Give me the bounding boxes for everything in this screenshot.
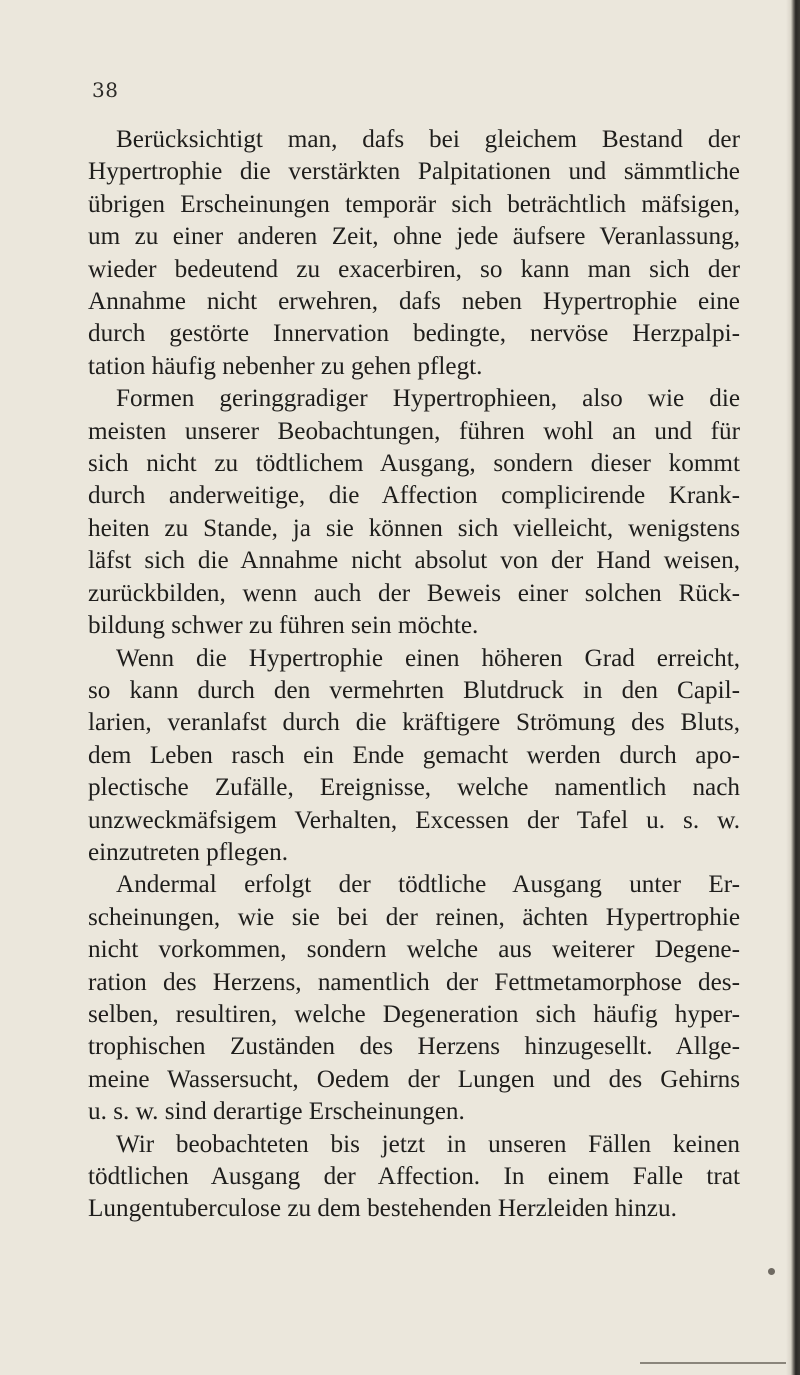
paragraph-3 bbox=[88, 643, 740, 870]
text-line: Hypertrophie die verstärkten Palpitationen und sämmtliche bbox=[88, 158, 740, 186]
paragraph-2 bbox=[88, 383, 740, 642]
body-text bbox=[88, 124, 740, 1226]
text-line: trophischen Zuständen des Herzens hinzugesellt. Allge- bbox=[88, 1033, 740, 1061]
page-edge-line bbox=[640, 1362, 790, 1364]
text-line: durch anderweitige, die Affection complicirende Krank- bbox=[88, 482, 740, 510]
text-line: meine Wassersucht, Oedem der Lungen und des Gehirns bbox=[88, 1065, 740, 1093]
text-line: scheinungen, wie sie bei der reinen, ächten Hypertrophie bbox=[88, 903, 740, 931]
text-line: sich nicht zu tödtlichem Ausgang, sondern dieser kommt bbox=[88, 450, 740, 478]
paper-speck bbox=[768, 1268, 775, 1275]
text-line: nicht vorkommen, sondern welche aus weiterer Degene- bbox=[88, 936, 740, 964]
text-line: meisten unserer Beobachtungen, führen wohl an und für bbox=[88, 417, 740, 445]
text-line: plectische Zufälle, Ereignisse, welche namentlich nach bbox=[88, 774, 740, 802]
paragraph-1 bbox=[88, 124, 740, 383]
text-line: tation häufig nebenher zu gehen pflegt. bbox=[88, 352, 483, 380]
text-line: unzweckmäfsigem Verhalten, Excessen der Tafel u. s. w. bbox=[88, 806, 740, 834]
text-line: übrigen Erscheinungen temporär sich beträchtlich mäfsigen, bbox=[88, 190, 740, 218]
text-line: Lungentuberculose zu dem bestehenden Herzleiden hinzu. bbox=[88, 1195, 677, 1223]
text-line: Formen geringgradiger Hypertrophieen, also wie die bbox=[116, 385, 740, 413]
text-line: so kann durch den vermehrten Blutdruck in den Capil- bbox=[88, 676, 740, 704]
page-number: 38 bbox=[92, 78, 119, 102]
binding-edge bbox=[786, 0, 800, 1375]
text-line: ration des Herzens, namentlich der Fettmetamorphose des- bbox=[88, 968, 740, 996]
text-line: wieder bedeutend zu exacerbiren, so kann man sich der bbox=[88, 255, 740, 283]
text-line: u. s. w. sind derartige Erscheinungen. bbox=[88, 1098, 465, 1126]
text-line: larien, veranlafst durch die kräftigere Strömung des Bluts, bbox=[88, 709, 740, 737]
text-line: bildung schwer zu führen sein möchte. bbox=[88, 612, 479, 640]
text-line: selben, resultiren, welche Degeneration sich häufig hyper- bbox=[88, 1000, 740, 1028]
text-line: Wir beobachteten bis jetzt in unseren Fällen keinen bbox=[116, 1130, 740, 1158]
text-line: tödtlichen Ausgang der Affection. In einem Falle trat bbox=[88, 1163, 740, 1190]
text-line: Wenn die Hypertrophie einen höheren Grad erreicht, bbox=[116, 644, 740, 672]
text-line: um zu einer anderen Zeit, ohne jede äufsere Veranlassung, bbox=[88, 223, 740, 251]
text-line: einzutreten pflegen. bbox=[88, 838, 288, 866]
text-line: Annahme nicht erwehren, dafs neben Hypertrophie eine bbox=[88, 288, 740, 316]
text-line: dem Leben rasch ein Ende gemacht werden durch apo- bbox=[88, 741, 740, 769]
text-line: durch gestörte Innervation bedingte, nervöse Herzpalpi- bbox=[88, 320, 740, 348]
text-line: zurückbilden, wenn auch der Beweis einer solchen Rück- bbox=[88, 579, 740, 607]
text-line: Andermal erfolgt der tödtliche Ausgang unter Er- bbox=[116, 871, 740, 899]
paragraph-4 bbox=[88, 869, 740, 1128]
paragraph-5 bbox=[88, 1129, 740, 1226]
text-line: heiten zu Stande, ja sie können sich vielleicht, wenigstens bbox=[88, 514, 740, 542]
text-line: läfst sich die Annahme nicht absolut von der Hand weisen, bbox=[88, 547, 740, 575]
text-line: Berücksichtigt man, dafs bei gleichem Bestand der bbox=[116, 126, 740, 153]
